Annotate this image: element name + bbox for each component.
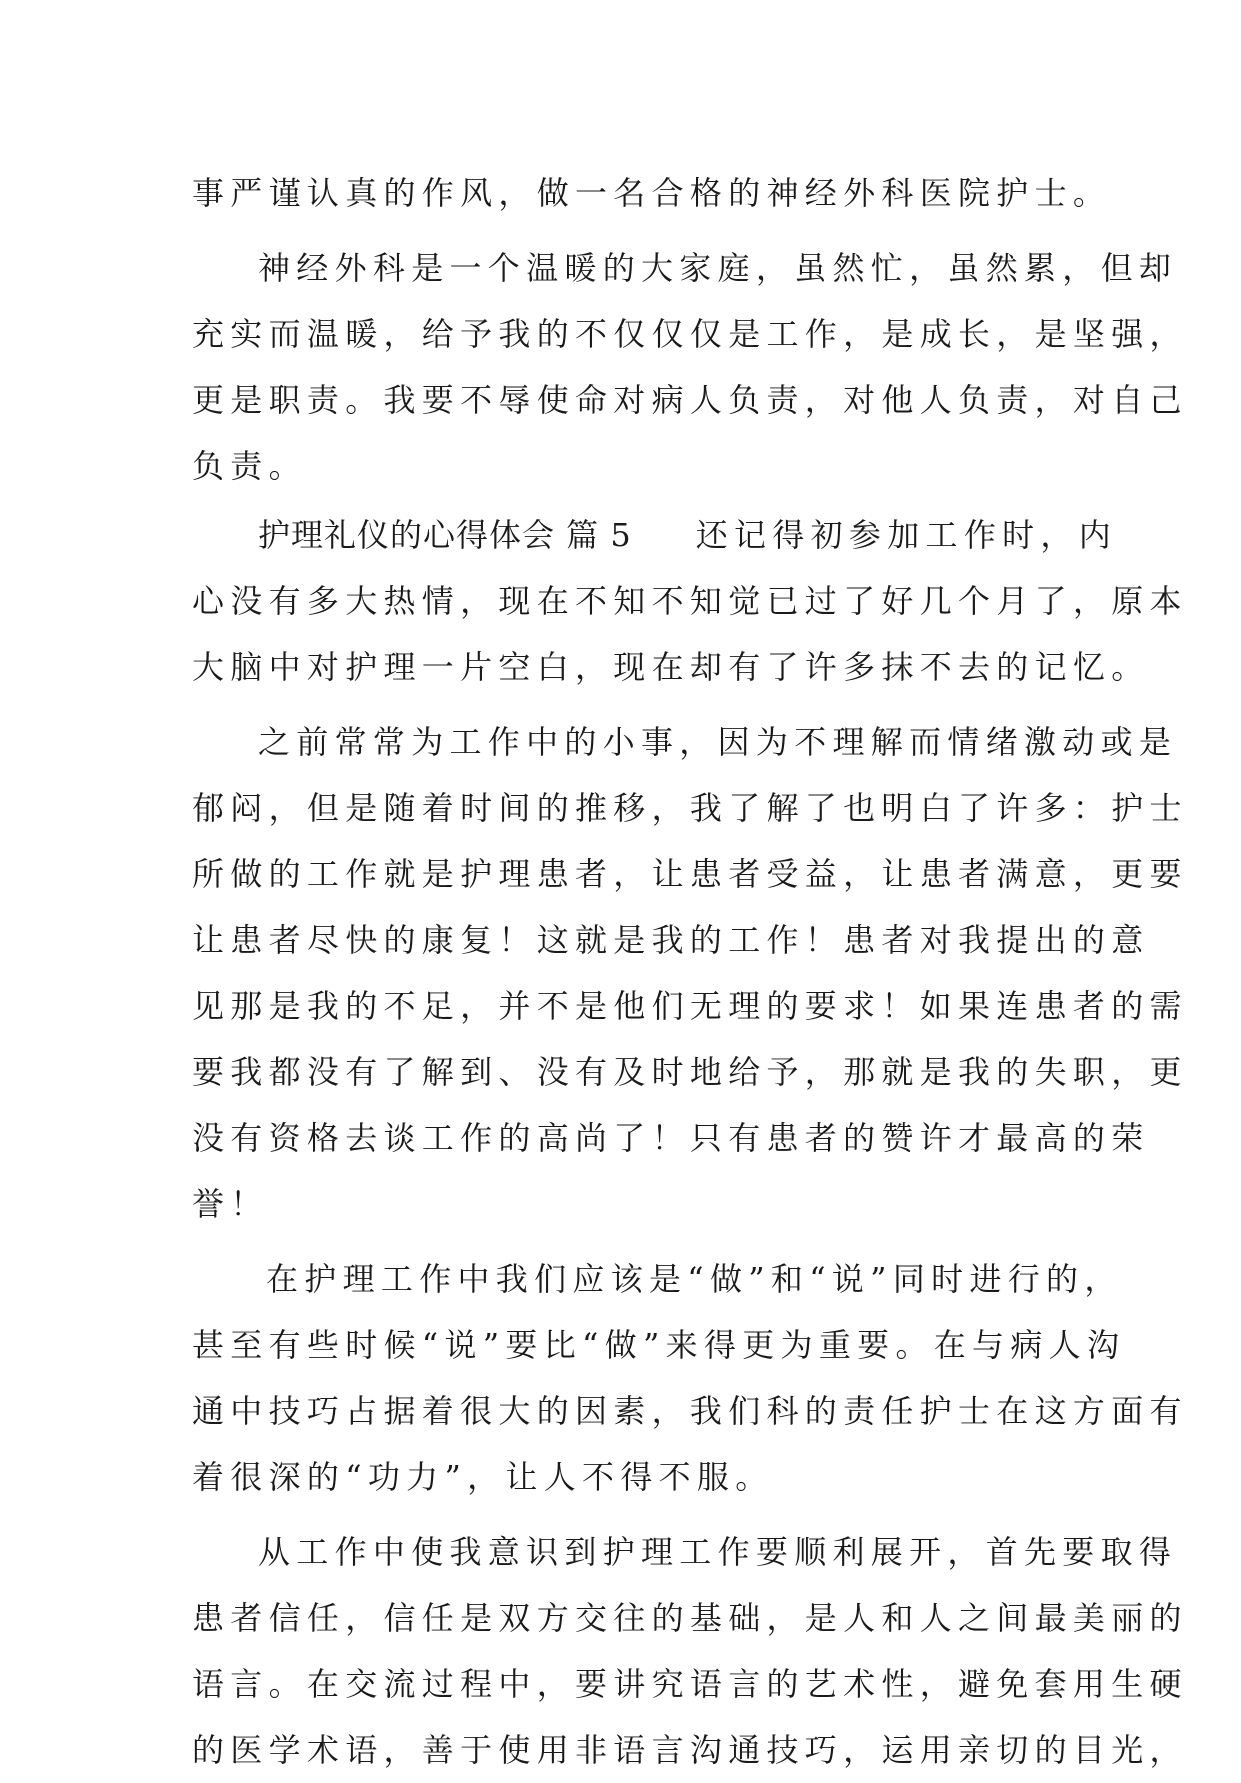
paragraph-line: 心没有多大热情，现在不知不知觉已过了好几个月了，原本 [192,582,1188,620]
paragraph-line: 充实而温暖，给予我的不仅仅仅是工作，是成长，是坚强， [192,315,1188,353]
paragraph-line: 患者信任，信任是双方交往的基础，是人和人之间最美丽的 [192,1599,1188,1637]
paragraph-line: 的医学术语，善于使用非语言沟通技巧，运用亲切的目光， [192,1731,1188,1769]
paragraph-line: 所做的工作就是护理患者，让患者受益，让患者满意，更要 [192,855,1188,893]
paragraph-line: 在护理工作中我们应该是“做”和“说”同时进行的， [266,1260,1123,1298]
paragraph-line: 要我都没有了解到、没有及时地给予，那就是我的失职，更 [192,1053,1188,1091]
paragraph-line: 大脑中对护理一片空白，现在却有了许多抹不去的记忆。 [192,648,1150,686]
paragraph-line: 着很深的“功力”，让人不得不服。 [192,1458,774,1496]
paragraph-line: 让患者尽快的康复！这就是我的工作！患者对我提出的意 [192,921,1150,959]
paragraph-line: 语言。在交流过程中，要讲究语言的艺术性，避免套用生硬 [192,1665,1188,1703]
paragraph-line: 郁闷，但是随着时间的推移，我了解了也明白了许多：护士 [192,789,1188,827]
paragraph-text: 还记得初参加工作时，内 [695,516,1118,554]
paragraph-line: 负责。 [192,447,307,485]
paragraph-line: 神经外科是一个温暖的大家庭，虽然忙，虽然累，但却 [258,249,1178,287]
paragraph-line: 通中技巧占据着很大的因素，我们科的责任护士在这方面有 [192,1392,1188,1430]
document-body [192,160,1188,1783]
section-heading: 护理礼仪的心得体会 篇 5 [258,516,632,554]
section-heading-line [192,502,1118,568]
paragraph-line: 之前常常为工作中的小事，因为不理解而情绪激动或是 [258,723,1178,761]
paragraph-line: 甚至有些时候“说”要比“做”来得更为重要。在与病人沟 [192,1326,1126,1364]
paragraph-line: 从工作中使我意识到护理工作要顺利展开，首先要取得 [258,1533,1178,1571]
paragraph-line: 没有资格去谈工作的高尚了！只有患者的赞许才最高的荣 [192,1119,1150,1157]
paragraph-line: 更是职责。我要不辱使命对病人负责，对他人负责，对自己 [192,381,1188,419]
paragraph-line: 事严谨认真的作风，做一名合格的神经外科医院护士。 [192,174,1112,212]
paragraph-line: 誉！ [192,1185,269,1223]
paragraph-line: 见那是我的不足，并不是他们无理的要求！如果连患者的需 [192,987,1188,1025]
